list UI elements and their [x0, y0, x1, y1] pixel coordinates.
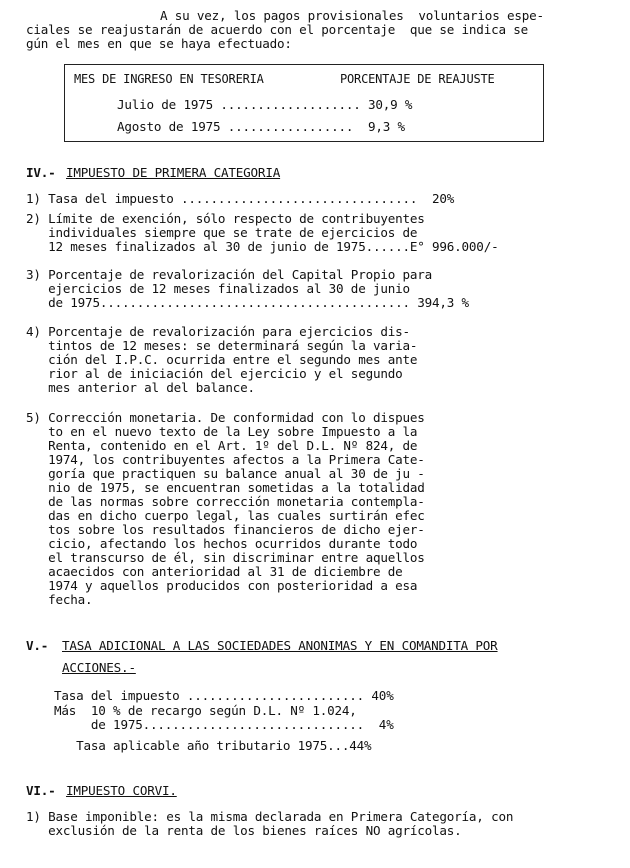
section-5-heading-line-2: ACCIONES.-	[62, 660, 136, 675]
intro-line-1: A su vez, los pagos provisionales voluntarios espe-	[160, 8, 544, 23]
section-4-item-5-line-4: 1974, los contribuyentes afectos a la Primera Cate-	[26, 452, 425, 467]
section-5-heading-line-1: TASA ADICIONAL A LAS SOCIEDADES ANONIMAS Y EN COMANDITA POR	[62, 638, 498, 653]
section-4-item-5-line-1: 5) Corrección monetaria. De conformidad con lo dispues	[26, 410, 425, 425]
section-6-item-1-line-1: 1) Base imponible: es la misma declarada en Primera Categoría, con	[26, 809, 514, 824]
section-4-item-4-line-2: tintos de 12 meses: se determinará según la varia-	[26, 338, 418, 353]
section-4-item-4-line-3: ción del I.P.C. ocurrida entre el segundo mes ante	[26, 352, 418, 367]
section-4-item-3-line-3: de 1975.......................................... 394,3 %	[26, 295, 469, 310]
section-4-item-5-line-10: cicio, afectando los hechos ocurridos durante todo	[26, 536, 418, 551]
section-6-number: VI.-	[26, 783, 56, 798]
section-4-item-5-line-9: tos sobre los resultados financieros de dicho ejer-	[26, 522, 425, 537]
section-4-number: IV.-	[26, 165, 56, 180]
section-4-item-4-line-1: 4) Porcentaje de revalorización para ejercicios dis-	[26, 324, 410, 339]
section-4-item-5-line-2: to en el nuevo texto de la Ley sobre Impuesto a la	[26, 424, 418, 439]
table-row-agosto: Agosto de 1975 ................. 9,3 %	[117, 119, 405, 134]
section-4-item-5-line-7: de las normas sobre corrección monetaria contempla-	[26, 494, 425, 509]
section-4-item-5-line-6: nio de 1975, se encuentran sometidas a la totalidad	[26, 480, 425, 495]
table-row-julio: Julio de 1975 ................... 30,9 %	[117, 97, 413, 112]
section-4-item-5-line-11: el transcurso de él, sin discriminar entre aquellos	[26, 550, 425, 565]
section-6-item-1-line-2: exclusión de la renta de los bienes raíces NO agrícolas.	[26, 823, 462, 838]
section-4-item-1: 1) Tasa del impuesto ................................ 20%	[26, 191, 455, 206]
section-4-item-3-line-2: ejercicios de 12 meses finalizados al 30 de junio	[26, 281, 410, 296]
section-4-item-5-line-8: das en dicho cuerpo legal, las cuales surtirán efec	[26, 508, 425, 523]
section-4-item-2-line-3: 12 meses finalizados al 30 de junio de 1975......E° 996.000/-	[26, 239, 499, 254]
section-4-heading: IMPUESTO DE PRIMERA CATEGORIA	[66, 165, 281, 180]
section-4-item-5-line-3: Renta, contenido en el Art. 1º del D.L. Nº 824, de	[26, 438, 418, 453]
section-5-number: V.-	[26, 638, 49, 653]
intro-line-3: gún el mes en que se haya efectuado:	[26, 36, 292, 51]
section-4-item-5-line-13: 1974 y aquellos producidos con posterioridad a esa	[26, 578, 418, 593]
section-5-line-4: Tasa aplicable año tributario 1975...44%	[54, 738, 372, 753]
section-4-item-5-line-12: acaecidos con anterioridad al 31 de diciembre de	[26, 564, 403, 579]
section-6-heading: IMPUESTO CORVI.	[66, 783, 177, 798]
table-header-percentage: PORCENTAJE DE REAJUSTE	[340, 72, 495, 86]
section-4-item-5-line-5: goría que practiquen su balance anual al 30 de ju -	[26, 466, 425, 481]
section-5-line-3: de 1975.............................. 4%	[54, 717, 394, 732]
section-4-item-2-line-1: 2) Límite de exención, sólo respecto de contribuyentes	[26, 211, 425, 226]
section-4-item-2-line-2: individuales siempre que se trate de ejercicios de	[26, 225, 418, 240]
section-5-line-2: Más 10 % de recargo según D.L. Nº 1.024,	[54, 703, 357, 718]
section-4-item-4-line-5: mes anterior al del balance.	[26, 380, 255, 395]
intro-line-2: ciales se reajustarán de acuerdo con el porcentaje que se indica se	[26, 22, 528, 37]
section-4-item-3-line-1: 3) Porcentaje de revalorización del Capital Propio para	[26, 267, 433, 282]
section-4-item-4-line-4: rior al de iniciación del ejercicio y el segundo	[26, 366, 403, 381]
section-5-line-1: Tasa del impuesto ........................ 40%	[54, 688, 394, 703]
section-4-item-5-line-14: fecha.	[26, 592, 93, 607]
table-header-month: MES DE INGRESO EN TESORERIA	[74, 72, 264, 86]
